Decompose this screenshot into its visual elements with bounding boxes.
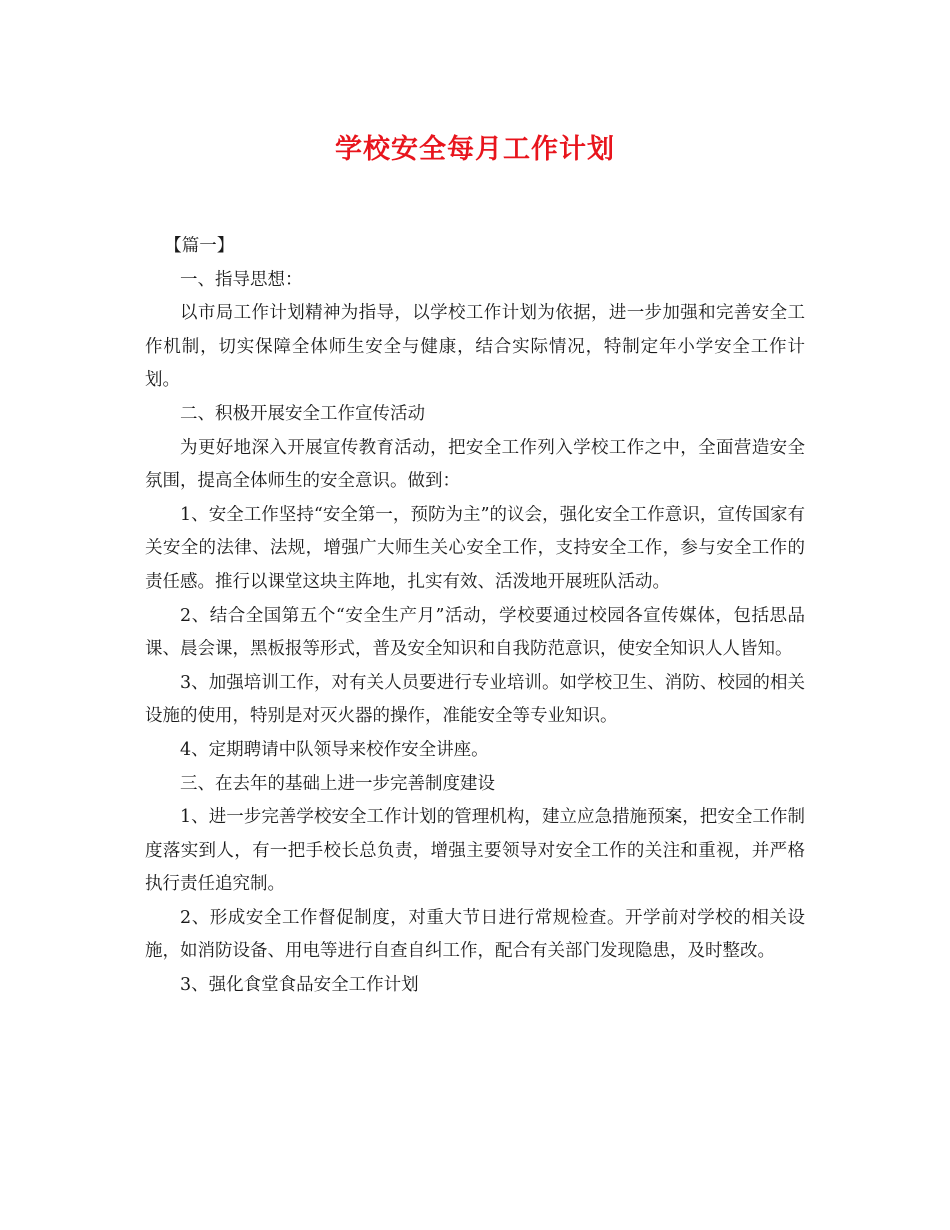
heading-system-construction: 三、在去年的基础上进一步完善制度建设 [180,773,495,794]
list-item: 1、安全工作坚持“安全第一，预防为主”的议会，强化安全工作意识，宣传国家有关安全的法律、法规，增强广大师生关心安全工作，支持安全工作，参与安全工作的责任感。推行以课堂这块主阵地，扎实有效、活泼地开展班队活动。 [145,504,805,592]
document-title: 学校安全每月工作计划 [335,134,615,165]
list-item: 3、强化食堂食品安全工作计划 [180,975,419,996]
list-item: 2、结合全国第五个“安全生产月”活动，学校要通过校园各宣传媒体，包括思品课、晨会课，黑板报等形式，普及安全知识和自我防范意识，使安全知识人人皆知。 [145,605,805,660]
section-label: 【篇一】 [164,236,235,256]
document-body [145,230,805,1003]
list-item: 3、加强培训工作，对有关人员要进行专业培训。如学校卫生、消防、校园的相关设施的使用，特别是对灭火器的操作，准能安全等专业知识。 [145,672,805,727]
heading-publicity-activities: 二、积极开展安全工作宣传活动 [180,403,425,424]
list-item: 1、进一步完善学校安全工作计划的管理机构，建立应急措施预案，把安全工作制度落实到人，有一把手校长总负责，增强主要领导对安全工作的关注和重视，并严格执行责任追究制。 [145,807,805,895]
paragraph: 以市局工作计划精神为指导，以学校工作计划为依据，进一步加强和完善安全工作机制，切实保障全体师生安全与健康，结合实际情况，特制定年小学安全工作计划。 [145,303,805,391]
paragraph: 为更好地深入开展宣传教育活动，把安全工作列入学校工作之中，全面营造安全氛围，提高全体师生的安全意识。做到： [145,437,805,492]
heading-guiding-ideology: 一、指导思想： [180,269,303,290]
list-item: 2、形成安全工作督促制度，对重大节日进行常规检查。开学前对学校的相关设施，如消防设备、用电等进行自查自纠工作，配合有关部门发现隐患，及时整改。 [145,907,805,962]
list-item: 4、定期聘请中队领导来校作安全讲座。 [180,739,489,760]
